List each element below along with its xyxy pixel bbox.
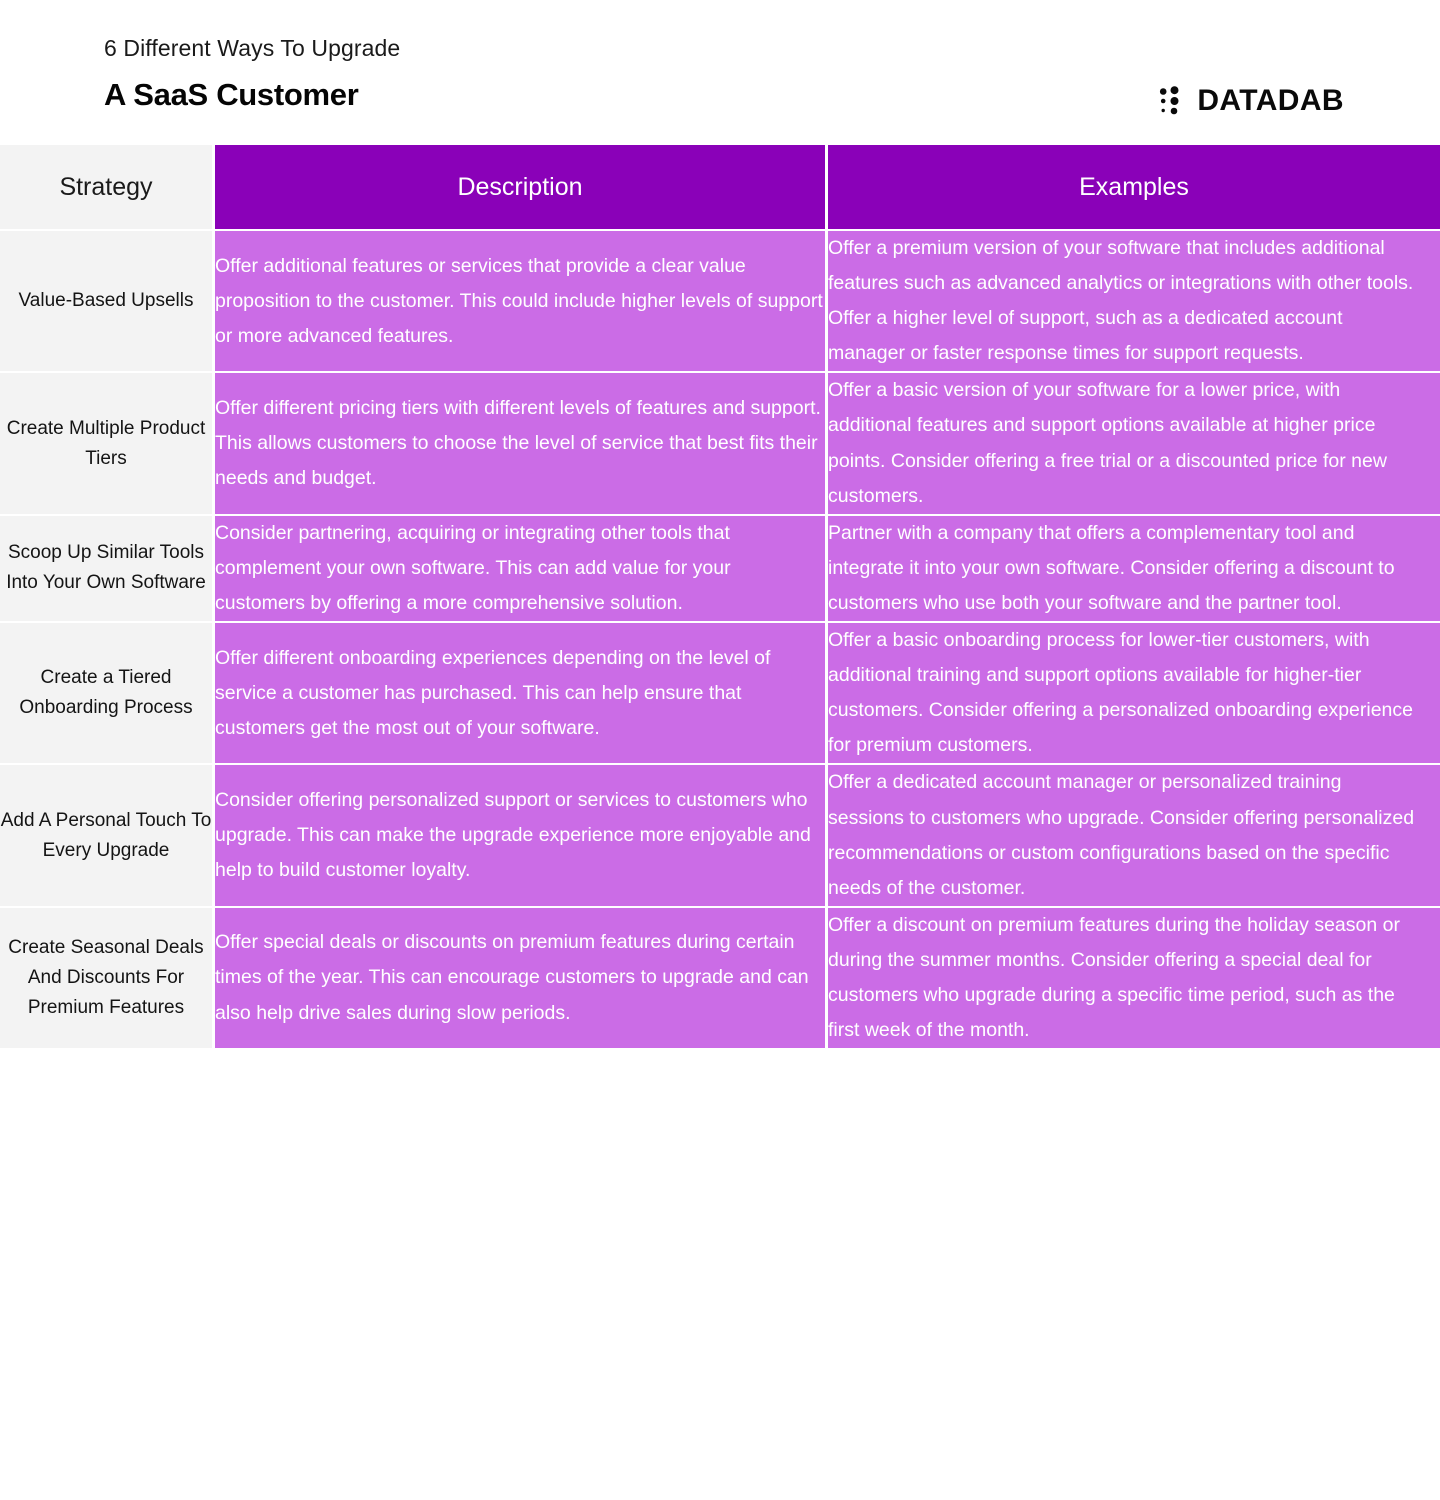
cell-strategy: Create Seasonal Deals And Discounts For Premium Features <box>0 908 212 1048</box>
dot-grid-icon <box>1159 86 1186 116</box>
cell-description: Offer different pricing tiers with different levels of features and support. This allows customers to choose the level of service that best fits their needs and budget. <box>212 373 825 515</box>
cell-strategy: Value-Based Upsells <box>0 231 212 373</box>
table-row <box>0 516 1440 623</box>
cell-examples: Offer a basic version of your software for a lower price, with additional features and support options available at higher price points. Consider offering a free trial or a discounted price for new customers. <box>825 373 1440 515</box>
cell-strategy: Add A Personal Touch To Every Upgrade <box>0 765 212 907</box>
title-group <box>104 34 400 115</box>
page-title: A SaaS Customer <box>104 76 359 112</box>
table-header-row <box>0 145 1440 231</box>
table-row <box>0 373 1440 515</box>
table-row <box>0 908 1440 1048</box>
cell-examples: Offer a premium version of your software that includes additional features such as advanced analytics or integrations with other tools. Offer a higher level of support, such as a dedicated account manager or faster response times for support requests. <box>825 231 1440 373</box>
cell-description: Offer special deals or discounts on premium features during certain times of the year. This can encourage customers to upgrade and can also help drive sales during slow periods. <box>212 908 825 1048</box>
column-header-description: Description <box>212 145 825 231</box>
page-header <box>0 0 1440 145</box>
table-row <box>0 231 1440 373</box>
column-header-examples: Examples <box>825 145 1440 231</box>
cell-examples: Offer a dedicated account manager or personalized training sessions to customers who upgrade. Consider offering personalized recommendations or custom configurations based on the specific needs of the customer. <box>825 765 1440 907</box>
cell-description: Offer additional features or services that provide a clear value proposition to the customer. This could include higher levels of support or more advanced features. <box>212 231 825 373</box>
cell-strategy: Create Multiple Product Tiers <box>0 373 212 515</box>
page-kicker: 6 Different Ways To Upgrade <box>104 35 401 61</box>
brand-name: DATADAB <box>1197 84 1344 117</box>
cell-examples: Partner with a company that offers a complementary tool and integrate it into your own software. Consider offering a discount to customers who use both your software and the partner tool. <box>825 516 1440 623</box>
cell-description: Consider offering personalized support or services to customers who upgrade. This can make the upgrade experience more enjoyable and help to build customer loyalty. <box>212 765 825 907</box>
column-header-strategy: Strategy <box>0 145 212 231</box>
strategy-table <box>0 145 1440 1048</box>
cell-examples: Offer a discount on premium features during the holiday season or during the summer months. Consider offering a special deal for customers who upgrade during a specific time period, such as the first week of the month. <box>825 908 1440 1048</box>
cell-strategy: Create a Tiered Onboarding Process <box>0 623 212 765</box>
table-row <box>0 623 1440 765</box>
brand-logo <box>1159 86 1344 116</box>
cell-description: Consider partnering, acquiring or integrating other tools that complement your own software. This can add value for your customers by offering a more comprehensive solution. <box>212 516 825 623</box>
table-row <box>0 765 1440 907</box>
cell-examples: Offer a basic onboarding process for lower-tier customers, with additional training and support options available for higher-tier customers. Consider offering a personalized onboarding experience for premium customers. <box>825 623 1440 765</box>
table-body <box>0 231 1440 1048</box>
cell-description: Offer different onboarding experiences depending on the level of service a customer has purchased. This can help ensure that customers get the most out of your software. <box>212 623 825 765</box>
table-header <box>0 145 1440 231</box>
cell-strategy: Scoop Up Similar Tools Into Your Own Software <box>0 516 212 623</box>
